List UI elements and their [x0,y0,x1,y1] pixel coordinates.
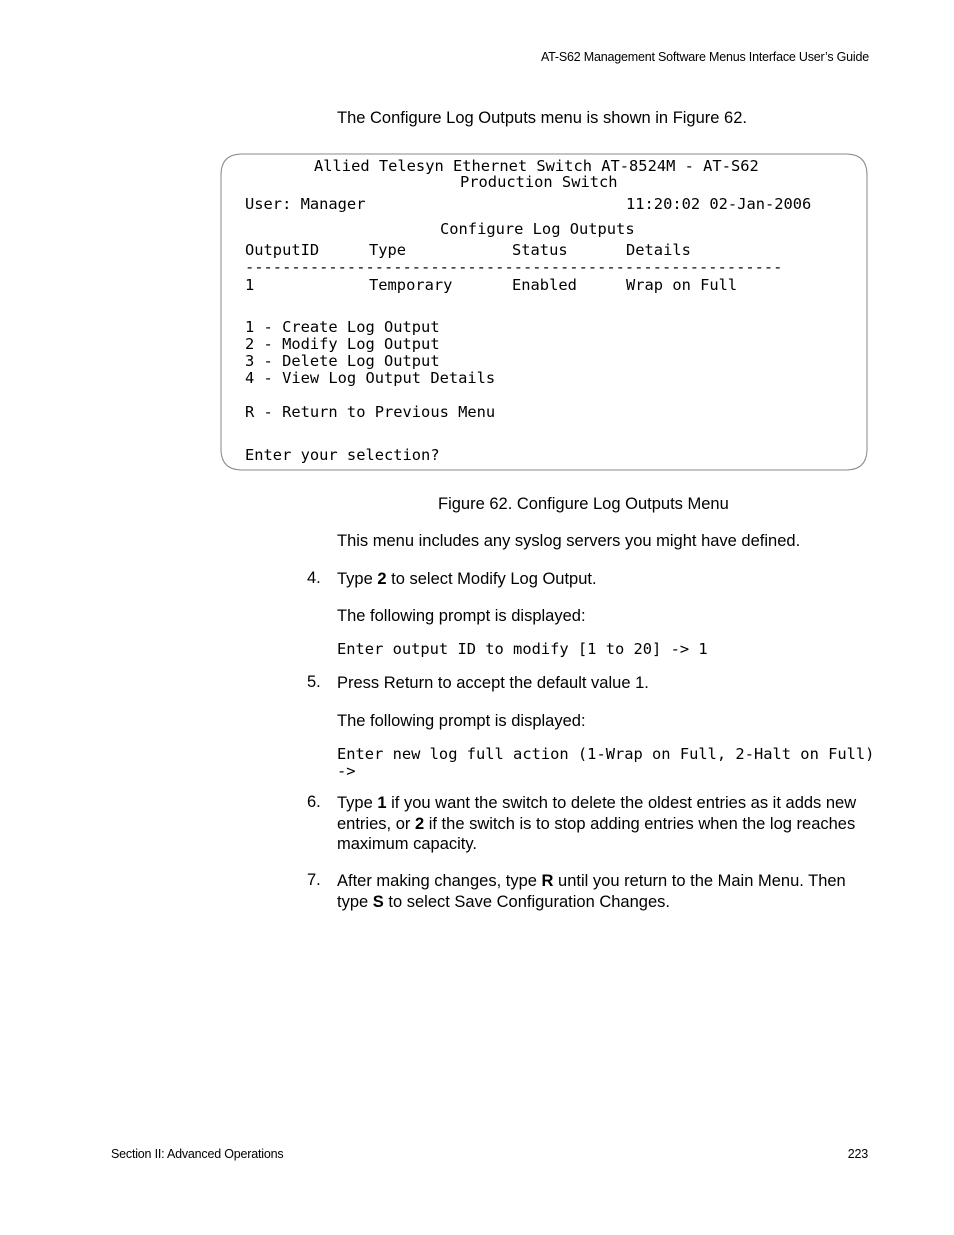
menu-option-view: 4 - View Log Output Details [245,369,496,387]
col-type: Type [369,241,407,259]
step-7-text: After making changes, type R until you return to the Main Menu. Then type S to select Save Configuration Changes. [337,872,846,911]
step-4-text: Type 2 to select Modify Log Output. [337,570,597,588]
paragraph-syslog: This menu includes any syslog servers you might have defined. [337,532,801,550]
step-7-number: 7. [307,871,321,889]
step-4-number: 4. [307,569,321,587]
running-header: AT-S62 Management Software Menus Interface User’s Guide [540,50,869,64]
figure-caption: Figure 62. Configure Log Outputs Menu [438,495,729,513]
screen-title-line2: Production Switch [460,173,618,191]
row-outputid: 1 [245,276,255,294]
screen-datetime: 11:20:02 02-Jan-2006 [626,195,812,213]
code-prompt-2-line1: Enter new log full action (1-Wrap on Full, 2-Halt on Full) [337,745,875,763]
footer-section: Section II: Advanced Operations [111,1147,284,1161]
prompt-label-1: The following prompt is displayed: [337,607,586,625]
prompt-label-2: The following prompt is displayed: [337,712,586,730]
screen-user: User: Manager [245,195,366,213]
terminal-screen-figure [220,153,868,471]
step-5-text: Press Return to accept the default value 1. [337,674,649,692]
menu-option-create: 1 - Create Log Output [245,318,440,336]
code-prompt-1: Enter output ID to modify [1 to 20] -> 1 [337,640,708,658]
row-details: Wrap on Full [626,276,738,294]
code-prompt-2-line2: -> [337,762,356,780]
screen-prompt: Enter your selection? [245,446,440,464]
menu-option-modify: 2 - Modify Log Output [245,335,440,353]
menu-option-delete: 3 - Delete Log Output [245,352,440,370]
step-6-text: Type 1 if you want the switch to delete the oldest entries as it adds new entries, or 2 if the switch is to stop adding entries when the log reaches maximum capacity. [337,794,857,853]
footer-page-number: 223 [847,1147,868,1161]
col-details: Details [626,241,691,259]
step-5-number: 5. [307,673,321,691]
row-type: Temporary [369,276,453,294]
row-status: Enabled [512,276,577,294]
col-status: Status [512,241,568,259]
table-separator: ---------------------------------------------------------- [245,258,783,276]
screen-title-line1: Allied Telesyn Ethernet Switch AT-8524M - AT-S62 [314,157,759,175]
screen-menu-title: Configure Log Outputs [440,220,635,238]
col-outputid: OutputID [245,241,320,259]
step-6-number: 6. [307,793,321,811]
menu-option-return: R - Return to Previous Menu [245,403,496,421]
intro-paragraph: The Configure Log Outputs menu is shown in Figure 62. [337,109,747,127]
